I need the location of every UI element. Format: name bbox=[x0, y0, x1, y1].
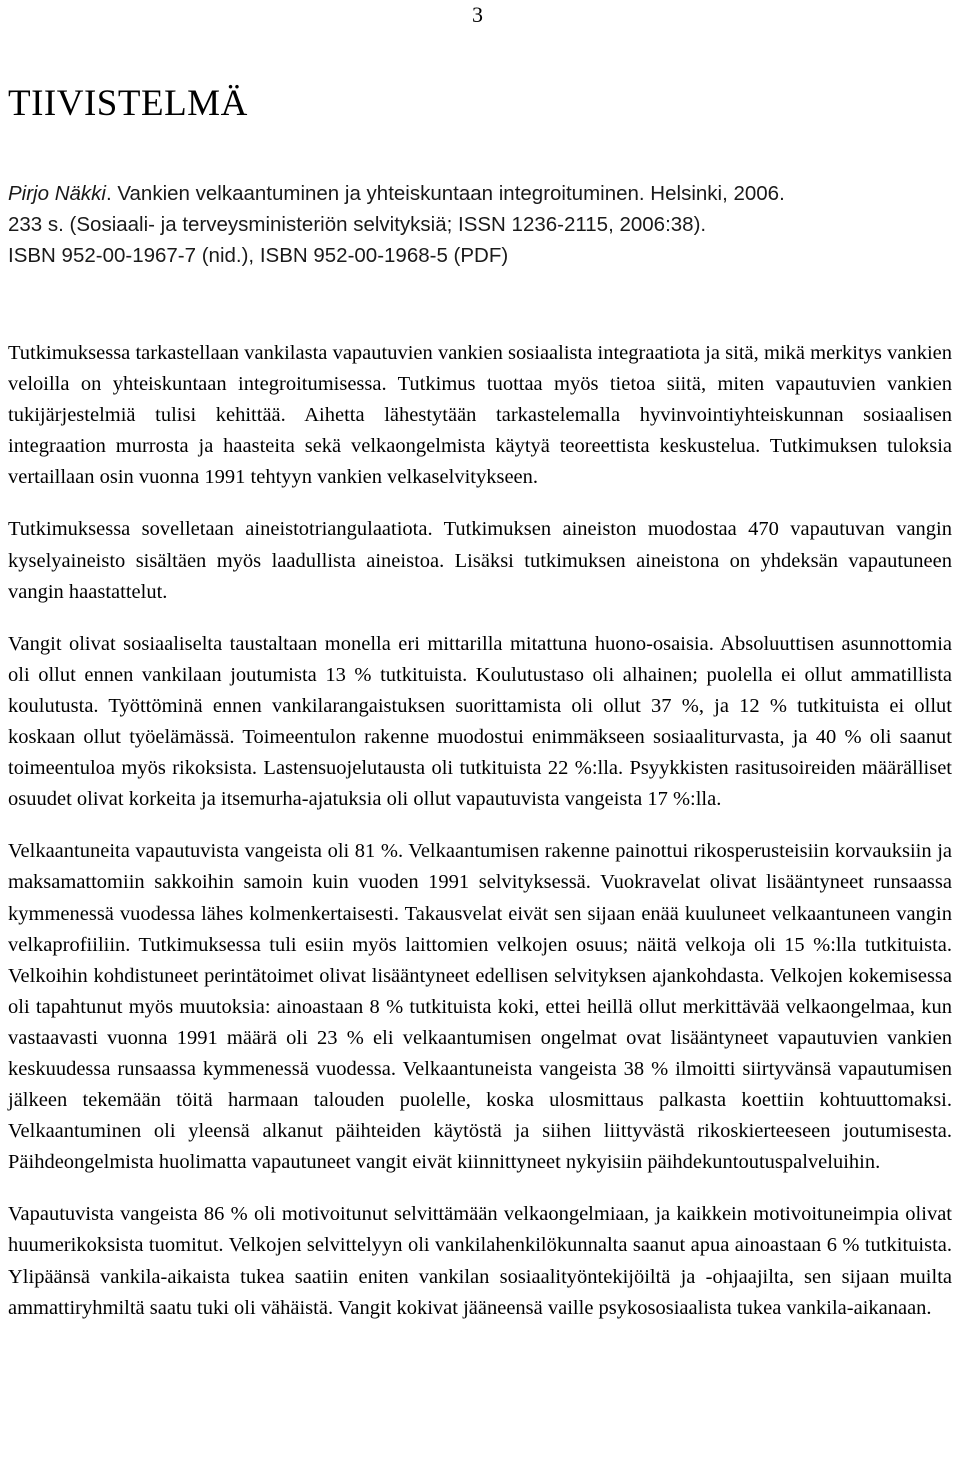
abstract-paragraph: Velkaantuneita vapautuvista vangeista oli 81 %. Velkaantumisen rakenne painottui rikosperusteisiin korvauksiin ja maksamattomiin sakkoihin samoin kuin vuoden 1991 selvityksessä. Vuokravelat olivat lisääntyneet runsaassa kymmenessä vuodessa lähes kolmenkertaisesti. Takausvelat eivät sen sijaan enää kuuluneet velkaantuneen vangin velkaprofiiliin. Tutkimuksessa tuli esiin myös laittomien velkojen osuus; näitä velkoja oli 15 %:lla tutkituista. Velkoihin kohdistuneet perintätoimet olivat lisääntyneet edellisen selvityksen ajankohdasta. Velkojen kokemisessa oli tapahtunut myös muutoksia: ainoastaan 8 % tutkituista koki, ettei heillä ollut merkittävää velkaongelmaa, kun vastaavasti vuonna 1991 määrä oli 23 % eli velkaantumisen ongelmat ovat lisääntyneet vapautuvien vankien keskuudessa runsaassa kymmenessä vuodessa. Velkaantuneista vangeista 38 % ilmoitti siirtyvänsä vapautumisen jälkeen tekemään töitä harmaan talouden puolelle, koska ulosmittaus palkasta koettiin kohtuuttomaksi. Velkaantuminen oli yleensä alkanut päihteiden käytöstä ja siihen liittyvästä rikoskierteeseen joutumisesta. Päihdeongelmista huolimatta vapautuneet vangit eivät kiinnittyneet nykyisiin päihdekuntoutuspalveluihin. bbox=[8, 840, 952, 1174]
citation-line-1 bbox=[8, 178, 908, 209]
citation-line-2: 233 s. (Sosiaali- ja terveysministeriön selvityksiä; ISSN 1236-2115, 2006:38). bbox=[8, 213, 707, 236]
abstract-paragraph: Tutkimuksessa sovelletaan aineistotriangulaatiota. Tutkimuksen aineiston muodostaa 470 vapautuvan vangin kyselyaineisto sisältäen myös laadullista aineistoa. Lisäksi tutkimuksen aineistona on yhdeksän vapautuneen vangin haastattelut. bbox=[8, 518, 952, 603]
abstract-paragraph: Vangit olivat sosiaaliselta taustaltaan monella eri mittarilla mitattuna huono-osaisia. Absoluuttisen asunnottomia oli ollut ennen vankilaan joutumista 13 % tutkituista. Koulutustaso oli alhainen; puolella ei ollut ammatillista koulutusta. Työttöminä ennen vankilarangaistuksen suorittamista oli ollut 37 %, ja 12 % tutkituista ei ollut koskaan ollut työelämässä. Toimeentulon rakenne muodostui enimmäkseen sosiaaliturvasta, ja 40 % oli saanut toimeentuloa myös rikoksista. Lastensuojelutausta oli tutkituista 22 %:lla. Psyykkisten rasitusoireiden määrälliset osuudet olivat korkeita ja itsemurha-ajatuksia oli ollut vapautuvista vangeista 17 %:lla. bbox=[8, 632, 952, 811]
page-title: TIIVISTELMÄ bbox=[8, 83, 248, 124]
page-number: 3 bbox=[472, 2, 483, 27]
bibliographic-citation bbox=[8, 178, 908, 271]
citation-author: Pirjo Näkki bbox=[8, 182, 106, 205]
citation-line-3: ISBN 952-00-1967-7 (nid.), ISBN 952-00-1968-5 (PDF) bbox=[8, 244, 509, 267]
citation-line-1-rest: . Vankien velkaantuminen ja yhteiskuntaan integroituminen. Helsinki, 2006. bbox=[105, 182, 785, 205]
abstract-paragraph: Vapautuvista vangeista 86 % oli motivoitunut selvittämään velkaongelmiaan, ja kaikkein motivoituneimpia olivat huumerikoksista tuomitut. Velkojen selvittelyyn oli vankilahenkilökunnalta saanut apua ainoastaan 6 % tutkituista. Ylipäänsä vankila-aikaista tukea saatiin eniten vankilan sosiaalityöntekijöiltä ja -ohjaajilta, sen sijaan muilta ammattiryhmiltä saatu tuki oli vähäistä. Vangit kokivat jääneensä vaille psykososiaalista tukea vankila-aikanaan. bbox=[8, 1203, 952, 1319]
abstract-paragraph: Tutkimuksessa tarkastellaan vankilasta vapautuvien vankien sosiaalista integraatiota ja sitä, mikä merkitys vankien veloilla on yhteiskuntaan integroitumisessa. Tutkimus tuottaa myös tietoa siitä, miten vapautuvien vankien tukijärjestelmiä tulisi kehittää. Aihetta lähestytään tarkastelemalla hyvinvointiyhteiskunnan sosiaalisen integraation murrosta ja haasteita sekä velkaongelmista käytyä teoreettista keskustelua. Tutkimuksen tuloksia vertaillaan osin vuonna 1991 tehtyyn vankien velkaselvitykseen. bbox=[8, 342, 952, 489]
abstract-body bbox=[8, 338, 952, 1324]
